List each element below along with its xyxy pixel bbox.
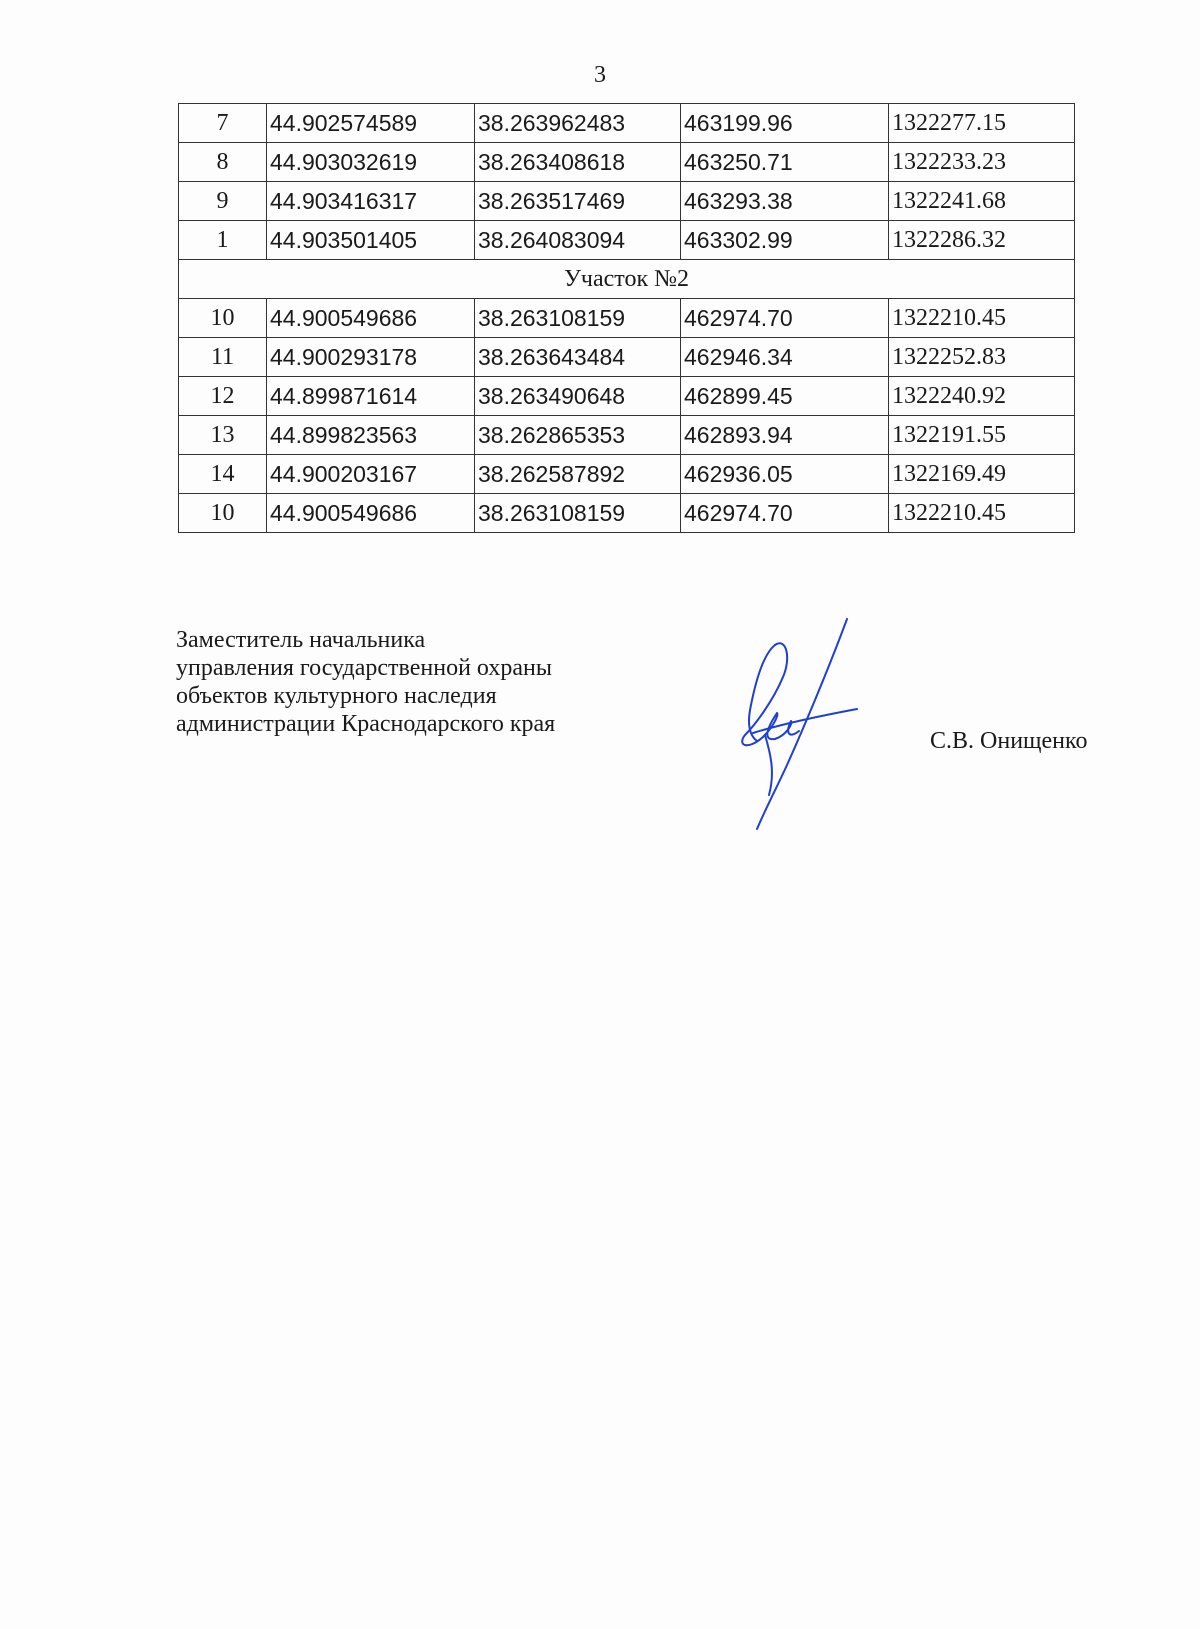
- table-row: [179, 299, 1075, 338]
- latitude-cell: 44.900203167: [267, 455, 475, 494]
- longitude-cell: 38.263962483: [475, 104, 681, 143]
- signer-title-line: администрации Краснодарского края: [176, 711, 556, 737]
- latitude-cell: 44.900549686: [267, 494, 475, 533]
- point-number-cell: 12: [179, 377, 267, 416]
- x-coordinate-cell: 463199.96: [681, 104, 889, 143]
- latitude-cell: 44.903416317: [267, 182, 475, 221]
- coordinates-table: [178, 103, 1075, 533]
- signer-title-block: [176, 626, 555, 738]
- signer-title-line: управления государственной охраны: [176, 655, 552, 681]
- table-row: [179, 221, 1075, 260]
- section-label: Участок №2: [179, 260, 1075, 299]
- longitude-cell: 38.262587892: [475, 455, 681, 494]
- point-number-cell: 7: [179, 104, 267, 143]
- x-coordinate-cell: 462974.70: [681, 299, 889, 338]
- table-row: [179, 494, 1075, 533]
- table-row: [179, 377, 1075, 416]
- longitude-cell: 38.263108159: [475, 299, 681, 338]
- x-coordinate-cell: 463250.71: [681, 143, 889, 182]
- point-number-cell: 10: [179, 299, 267, 338]
- point-number-cell: 11: [179, 338, 267, 377]
- signer-name: С.В. Онищенко: [930, 728, 1088, 754]
- signer-title-line: Заместитель начальника: [176, 627, 426, 653]
- table-row: [179, 143, 1075, 182]
- latitude-cell: 44.899823563: [267, 416, 475, 455]
- longitude-cell: 38.263108159: [475, 494, 681, 533]
- latitude-cell: 44.900549686: [267, 299, 475, 338]
- point-number-cell: 1: [179, 221, 267, 260]
- y-coordinate-cell: 1322277.15: [889, 104, 1075, 143]
- y-coordinate-cell: 1322240.92: [889, 377, 1075, 416]
- page-number: 3: [594, 62, 606, 88]
- x-coordinate-cell: 462974.70: [681, 494, 889, 533]
- section-header-row: [179, 260, 1075, 299]
- point-number-cell: 10: [179, 494, 267, 533]
- longitude-cell: 38.263408618: [475, 143, 681, 182]
- longitude-cell: 38.264083094: [475, 221, 681, 260]
- point-number-cell: 8: [179, 143, 267, 182]
- latitude-cell: 44.903501405: [267, 221, 475, 260]
- latitude-cell: 44.903032619: [267, 143, 475, 182]
- x-coordinate-cell: 463293.38: [681, 182, 889, 221]
- latitude-cell: 44.900293178: [267, 338, 475, 377]
- table-row: [179, 455, 1075, 494]
- point-number-cell: 14: [179, 455, 267, 494]
- x-coordinate-cell: 462899.45: [681, 377, 889, 416]
- y-coordinate-cell: 1322169.49: [889, 455, 1075, 494]
- latitude-cell: 44.899871614: [267, 377, 475, 416]
- table-row: [179, 104, 1075, 143]
- table-row: [179, 338, 1075, 377]
- y-coordinate-cell: 1322233.23: [889, 143, 1075, 182]
- x-coordinate-cell: 462936.05: [681, 455, 889, 494]
- longitude-cell: 38.263517469: [475, 182, 681, 221]
- latitude-cell: 44.902574589: [267, 104, 475, 143]
- y-coordinate-cell: 1322210.45: [889, 299, 1075, 338]
- y-coordinate-cell: 1322241.68: [889, 182, 1075, 221]
- longitude-cell: 38.263490648: [475, 377, 681, 416]
- y-coordinate-cell: 1322252.83: [889, 338, 1075, 377]
- y-coordinate-cell: 1322191.55: [889, 416, 1075, 455]
- table-row: [179, 416, 1075, 455]
- x-coordinate-cell: 462946.34: [681, 338, 889, 377]
- point-number-cell: 9: [179, 182, 267, 221]
- table-row: [179, 182, 1075, 221]
- x-coordinate-cell: 463302.99: [681, 221, 889, 260]
- handwritten-signature: [735, 615, 895, 835]
- y-coordinate-cell: 1322210.45: [889, 494, 1075, 533]
- longitude-cell: 38.262865353: [475, 416, 681, 455]
- x-coordinate-cell: 462893.94: [681, 416, 889, 455]
- signer-title-line: объектов культурного наследия: [176, 683, 497, 709]
- y-coordinate-cell: 1322286.32: [889, 221, 1075, 260]
- point-number-cell: 13: [179, 416, 267, 455]
- longitude-cell: 38.263643484: [475, 338, 681, 377]
